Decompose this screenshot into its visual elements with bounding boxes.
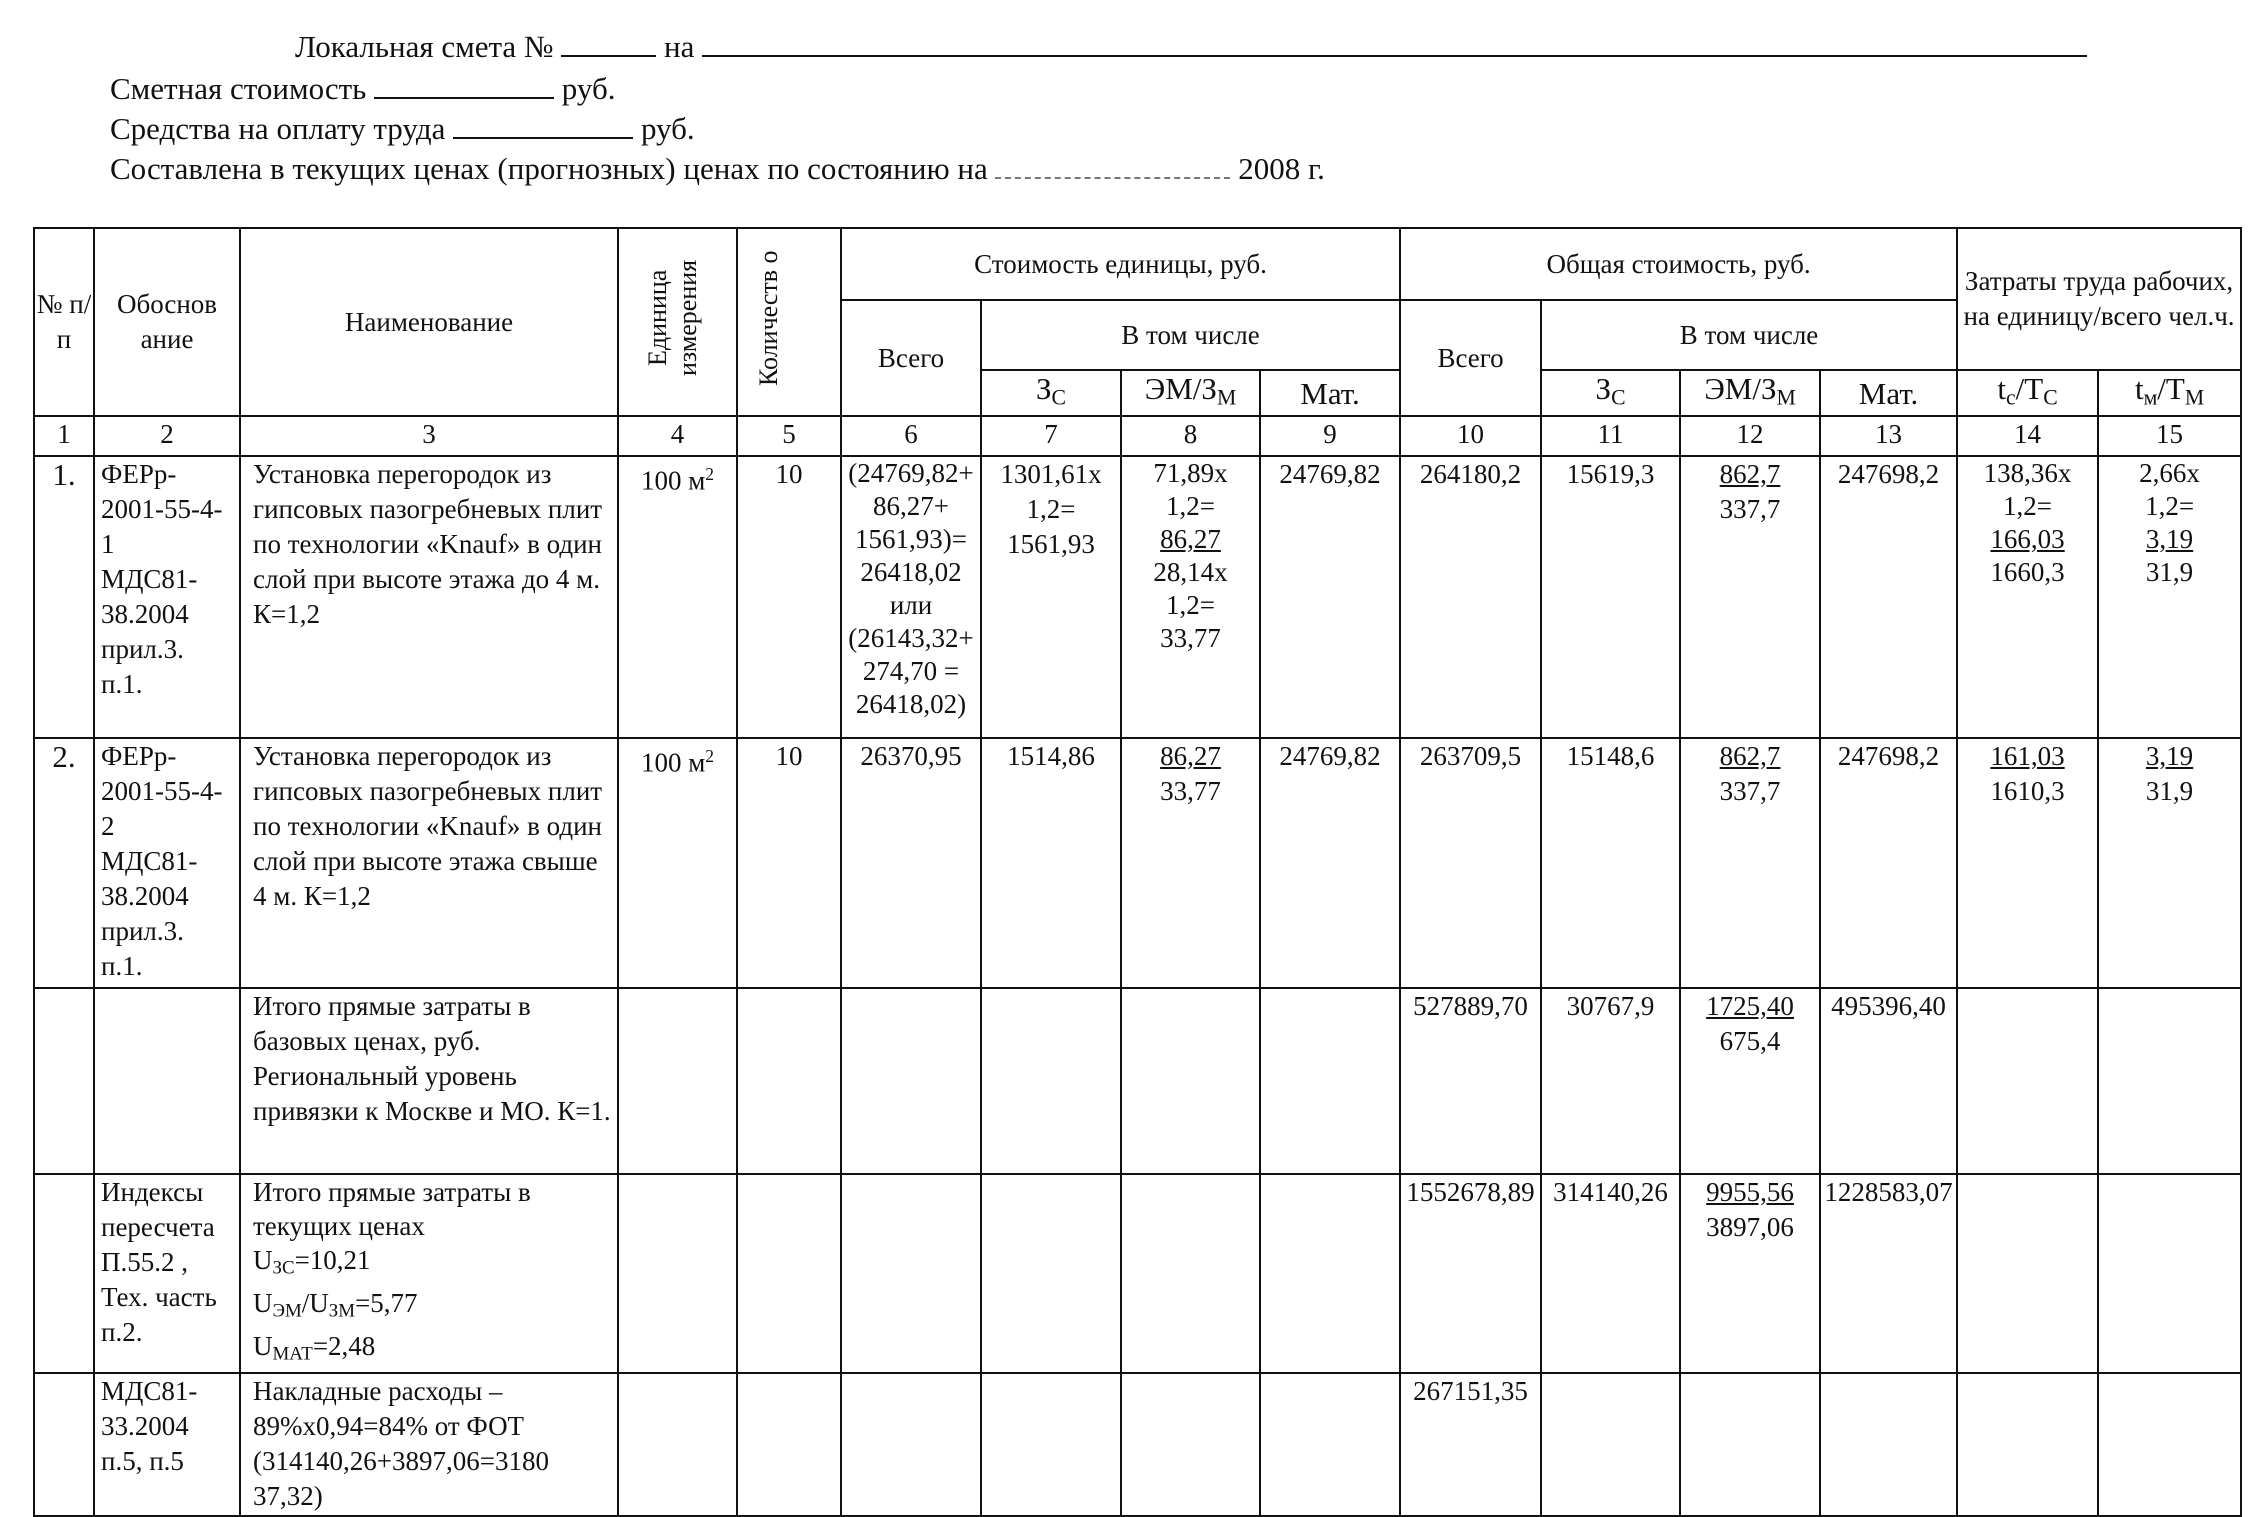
table-row — [34, 456, 2241, 738]
row-name: Накладные расходы – 89%x0,94=84% от ФОТ (314140,26+3897,06=3180 37,32) — [240, 1373, 618, 1516]
row-number: 2. — [34, 738, 94, 988]
row-number: 1. — [34, 456, 94, 738]
empty-cell — [1957, 1373, 2098, 1516]
empty-cell — [841, 1174, 981, 1372]
table-row — [34, 738, 2241, 988]
total-mat-header: Мат. — [1820, 370, 1957, 416]
empty-cell — [34, 1373, 94, 1516]
empty-cell — [1260, 1174, 1400, 1372]
qty-header-text: Количеств о — [754, 249, 783, 386]
total-em-header: $ЭМ/З_М$ — [1680, 370, 1820, 416]
col-number: 13 — [1820, 416, 1957, 456]
unit-incl-header: В том числе — [981, 300, 1400, 370]
col-number: 6 — [841, 416, 981, 456]
col-qty-header — [737, 228, 841, 416]
title-na: на — [664, 29, 695, 64]
row-unit-zc: 1514,86 — [981, 738, 1121, 988]
empty-cell — [981, 988, 1121, 1174]
empty-cell — [1121, 1174, 1260, 1372]
table-row-subtotal-current — [34, 1174, 2241, 1372]
empty-cell — [2098, 988, 2241, 1174]
row-basis: ФЕРр- 2001-55-4- 1 МДС81- 38.2004 прил.3. п.1. — [94, 456, 240, 738]
labor-blank — [453, 111, 633, 139]
empty-cell — [1541, 1373, 1680, 1516]
row-name: Итого прямые затраты в базовых ценах, руб. Региональный уровень привязки к Москве и МО. К=1. — [240, 988, 618, 1174]
empty-cell — [618, 1373, 737, 1516]
labor-unit: руб. — [640, 111, 695, 146]
object-blank — [702, 29, 2087, 57]
row-total-em: 862,7 337,7 — [1680, 738, 1820, 988]
row-total-em: 1725,40 675,4 — [1680, 988, 1820, 1174]
col-number: 2 — [94, 416, 240, 456]
col-number: 11 — [1541, 416, 1680, 456]
index-mat: $U_{МАТ}=2,48$ — [253, 1330, 376, 1365]
row-unit-total: 26370,95 — [841, 738, 981, 988]
empty-cell — [94, 988, 240, 1174]
col-name-header: Наименование — [240, 228, 618, 416]
row-name: Установка перегородок из гипсовых пазогребневых плит по технологии «Knauf» в один слой при высоте этажа свыше 4 м. К=1,2 — [240, 738, 618, 988]
empty-cell — [737, 1373, 841, 1516]
col-number: 12 — [1680, 416, 1820, 456]
row-total: 267151,35 — [1400, 1373, 1541, 1516]
empty-cell — [1260, 988, 1400, 1174]
empty-cell — [34, 1174, 94, 1372]
empty-cell — [2098, 1174, 2241, 1372]
empty-cell — [618, 988, 737, 1174]
row-total: 527889,70 — [1400, 988, 1541, 1174]
empty-cell — [1957, 1174, 2098, 1372]
row-total: 263709,5 — [1400, 738, 1541, 988]
col-number: 10 — [1400, 416, 1541, 456]
col-number: 9 — [1260, 416, 1400, 456]
row-total-zc: 15619,3 — [1541, 456, 1680, 738]
unit-em-header: $ЭМ/З_М$ — [1121, 370, 1260, 416]
col-unitcost-header: Стоимость единицы, руб. — [841, 228, 1400, 300]
title-prefix: Локальная смета № — [295, 29, 554, 64]
col-number: 7 — [981, 416, 1121, 456]
index-em: $U_{ЭМ}/U_{ЗМ}=5,77$ — [253, 1288, 418, 1322]
unit-zc-header: $З_С$ — [981, 370, 1121, 416]
row-total-mat: 495396,40 — [1820, 988, 1957, 1174]
column-numbers-row — [34, 416, 2241, 456]
empty-cell — [1260, 1373, 1400, 1516]
tc-header: $t_c/T_C$ — [1957, 370, 2098, 416]
row-unit-em: 71,89x 1,2= 86,27 28,14x 1,2= 33,77 — [1121, 456, 1260, 738]
table-row-subtotal-base — [34, 988, 2241, 1174]
row-total-zc: 314140,26 — [1541, 1174, 1680, 1372]
row-unit: 100 $м^2$ — [618, 738, 737, 988]
row-labor-tm: 3,19 31,9 — [2098, 738, 2241, 988]
col-no-header: № п/ п — [34, 228, 94, 416]
row-labor-tc: 161,03 1610,3 — [1957, 738, 2098, 988]
col-number: 14 — [1957, 416, 2098, 456]
row-unit-zc: 1301,61x 1,2= 1561,93 — [981, 456, 1121, 738]
col-unit-header — [618, 228, 737, 416]
tm-header: $t_м/T_М$ — [2098, 370, 2241, 416]
row-basis: ФЕРр- 2001-55-4- 2 МДС81- 38.2004 прил.3. п.1. — [94, 738, 240, 988]
empty-cell — [841, 1373, 981, 1516]
row-total-em: 9955,56 3897,06 — [1680, 1174, 1820, 1372]
row-basis: МДС81- 33.2004 п.5, п.5 — [94, 1373, 240, 1516]
col-totalcost-header: Общая стоимость, руб. — [1400, 228, 1957, 300]
unit-mat-header: Мат. — [1260, 370, 1400, 416]
empty-cell — [1121, 1373, 1260, 1516]
estimate-table — [33, 227, 2242, 1517]
empty-cell — [2098, 1373, 2241, 1516]
row-unit-em: 86,27 33,77 — [1121, 738, 1260, 988]
row-total-mat: 247698,2 — [1820, 456, 1957, 738]
empty-cell — [618, 1174, 737, 1372]
col-number: 1 — [34, 416, 94, 456]
unit-header-text: Единица измерения — [642, 259, 702, 376]
index-zc: $U_{ЗС}=10,21$ — [253, 1245, 371, 1280]
prices-year: 2008 г. — [1238, 151, 1325, 186]
header-row-1 — [34, 228, 2241, 300]
col-basis-header: Обоснов ание — [94, 228, 240, 416]
cost-unit: руб. — [561, 71, 616, 106]
prices-label: Составлена в текущих ценах (прогнозных) ценах по состоянию на — [110, 151, 988, 186]
date-blank — [995, 151, 1230, 179]
empty-cell — [1820, 1373, 1957, 1516]
col-labor-header: Затраты труда рабочих, на единицу/всего чел.ч. — [1957, 228, 2241, 370]
labor-line — [110, 109, 695, 149]
cost-line — [110, 69, 616, 109]
empty-cell — [1680, 1373, 1820, 1516]
total-incl-header: В том числе — [1541, 300, 1957, 370]
col-number: 4 — [618, 416, 737, 456]
empty-cell — [981, 1373, 1121, 1516]
row-total-mat: 247698,2 — [1820, 738, 1957, 988]
col-number: 15 — [2098, 416, 2241, 456]
col-number: 8 — [1121, 416, 1260, 456]
empty-cell — [1121, 988, 1260, 1174]
row-total-em: 862,7 337,7 — [1680, 456, 1820, 738]
empty-cell — [981, 1174, 1121, 1372]
row-unit-mat: 24769,82 — [1260, 456, 1400, 738]
cost-label: Сметная стоимость — [110, 71, 367, 106]
row-unit: 100 $м^2$ — [618, 456, 737, 738]
row-name: Установка перегородок из гипсовых пазогребневых плит по технологии «Knauf» в один слой при высоте этажа до 4 м. К=1,2 — [240, 456, 618, 738]
row-basis: Индексы пересчета П.55.2 , Тех. часть п.2. — [94, 1174, 240, 1372]
row-unit-mat: 24769,82 — [1260, 738, 1400, 988]
total-total-header: Всего — [1400, 300, 1541, 416]
empty-cell — [737, 1174, 841, 1372]
unit-total-header: Всего — [841, 300, 981, 416]
row-labor-tc: 138,36x 1,2= 166,03 1660,3 — [1957, 456, 2098, 738]
empty-cell — [737, 988, 841, 1174]
row-total-zc: 15148,6 — [1541, 738, 1680, 988]
row-name — [240, 1174, 618, 1372]
row-name-text: Итого прямые затраты в текущих ценах — [253, 1177, 531, 1242]
row-total: 264180,2 — [1400, 456, 1541, 738]
row-unit-total: (24769,82+ 86,27+ 1561,93)= 26418,02 или (26143,32+ 274,70 = 26418,02) — [841, 456, 981, 738]
row-labor-tm: 2,66x 1,2= 3,19 31,9 — [2098, 456, 2241, 738]
row-qty: 10 — [737, 738, 841, 988]
row-total-mat: 1228583,07 — [1820, 1174, 1957, 1372]
row-total-zc: 30767,9 — [1541, 988, 1680, 1174]
empty-cell — [1957, 988, 2098, 1174]
title-line — [295, 27, 2087, 67]
empty-cell — [34, 988, 94, 1174]
row-qty: 10 — [737, 456, 841, 738]
col-number: 3 — [240, 416, 618, 456]
total-zc-header: $З_С$ — [1541, 370, 1680, 416]
col-number: 5 — [737, 416, 841, 456]
number-blank — [561, 29, 656, 57]
table-row-overhead — [34, 1373, 2241, 1516]
prices-line — [110, 149, 1325, 189]
labor-label: Средства на оплату труда — [110, 111, 446, 146]
row-total: 1552678,89 — [1400, 1174, 1541, 1372]
cost-blank — [374, 71, 554, 99]
empty-cell — [841, 988, 981, 1174]
